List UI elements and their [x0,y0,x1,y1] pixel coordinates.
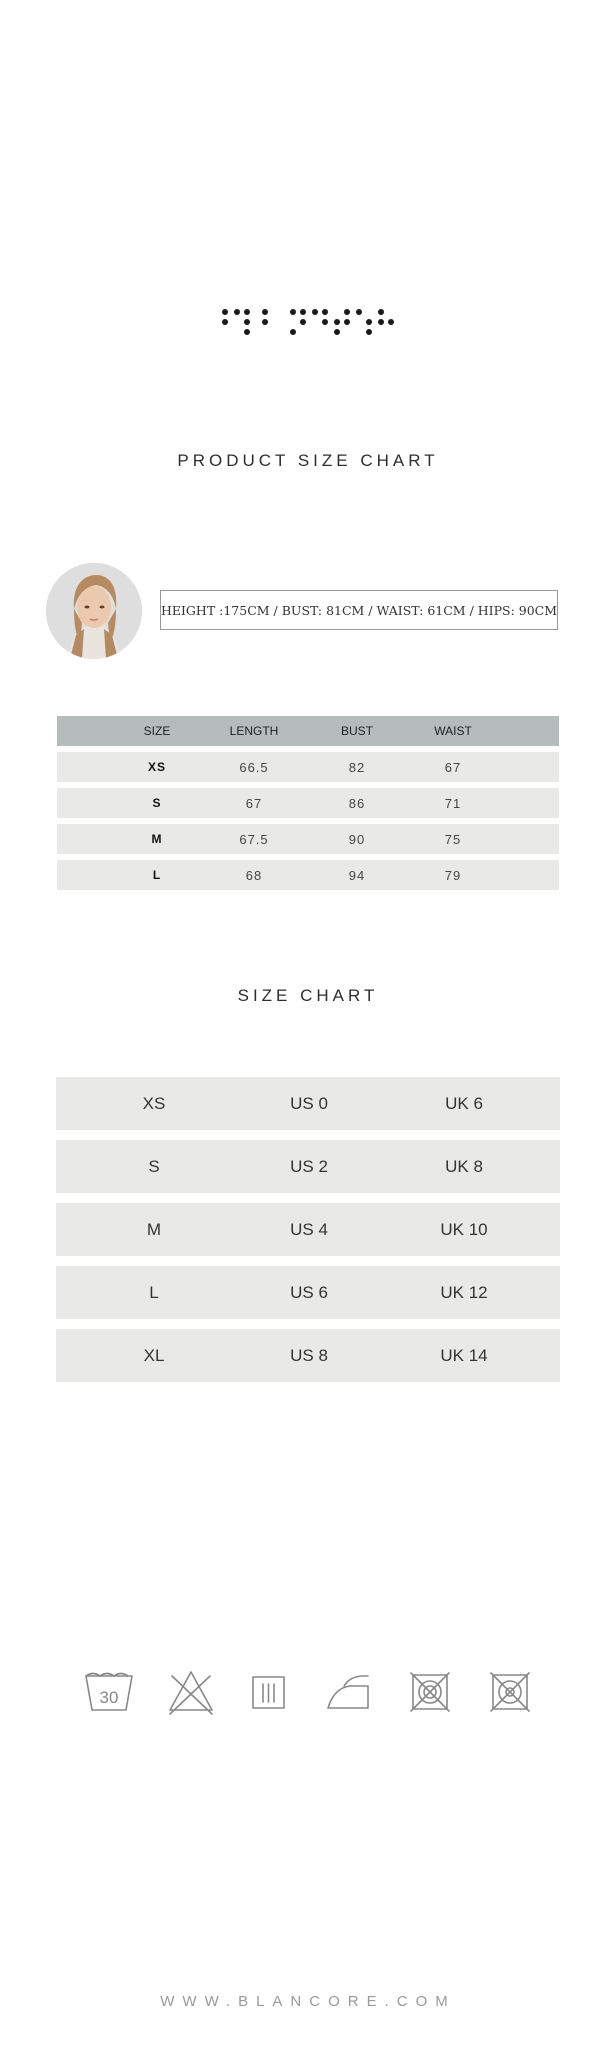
table-row [56,1266,560,1319]
waist-cell: 79 [444,867,462,883]
uk-size-cell: UK 14 [440,1345,488,1365]
uk-size-cell: UK 8 [445,1156,483,1176]
size-conversion-table [56,1077,560,1392]
waist-cell: 75 [444,831,462,847]
braille-logo-icon [0,300,616,344]
waist-cell: 67 [444,759,462,775]
table-row [56,1329,560,1382]
table-row [56,1077,560,1130]
header-size: SIZE [143,724,171,738]
us-size-cell: US 4 [290,1219,328,1239]
size-cell: XS [142,1093,166,1113]
line-dry-icon [253,1677,284,1708]
us-size-cell: US 0 [290,1093,328,1113]
size-cell: M [151,832,163,846]
uk-size-cell: UK 6 [445,1093,483,1113]
size-cell: XL [143,1345,165,1365]
do-not-tumble-dry-icon [411,1673,449,1711]
bust-cell: 82 [348,759,366,775]
table-header-row [57,716,559,746]
model-avatar [46,563,142,659]
table-row [57,752,559,782]
website-url: WWW.BLANCORE.COM [160,1993,456,2010]
table-row [56,1140,560,1193]
bust-cell: 94 [348,867,366,883]
size-cell: XS [147,760,167,774]
product-size-chart-title: PRODUCT SIZE CHART [177,451,439,470]
header-waist: WAIST [434,724,472,738]
table-row [57,860,559,890]
size-cell: M [146,1219,162,1239]
length-cell: 68 [245,867,263,883]
table-row [57,824,559,854]
do-not-dry-clean-icon [491,1673,529,1711]
length-cell: 66.5 [239,759,269,775]
bust-cell: 90 [348,831,366,847]
product-size-table [57,716,559,890]
uk-size-cell: UK 10 [440,1219,488,1239]
size-chart-title: SIZE CHART [237,986,379,1005]
length-cell: 67.5 [239,831,269,847]
us-size-cell: US 2 [290,1156,328,1176]
care-instructions [0,1668,616,1716]
bust-cell: 86 [348,795,366,811]
model-portrait-image [46,563,142,659]
length-cell: 67 [245,795,263,811]
us-size-cell: US 8 [290,1345,328,1365]
size-cell: L [149,1282,159,1302]
wash-temp-label: 30 [99,1688,119,1707]
iron-low-icon [328,1676,368,1708]
us-size-cell: US 6 [290,1282,328,1302]
model-measurements: HEIGHT :175CM / BUST: 81CM / WAIST: 61CM / HIPS: 90CM [160,590,558,630]
size-cell: S [152,796,162,810]
do-not-bleach-icon [170,1672,212,1714]
size-cell: L [152,868,162,882]
wash-30-icon [86,1674,132,1711]
header-length: LENGTH [229,724,279,738]
table-row [56,1203,560,1256]
uk-size-cell: UK 12 [440,1282,488,1302]
waist-cell: 71 [444,795,462,811]
size-cell: S [148,1156,160,1176]
table-row [57,788,559,818]
header-bust: BUST [340,724,374,738]
